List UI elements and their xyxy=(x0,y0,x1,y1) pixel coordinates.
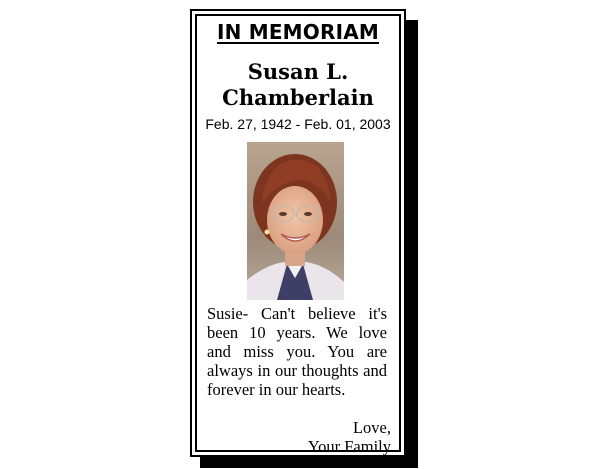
memoriam-heading xyxy=(192,20,404,44)
memorial-card xyxy=(190,9,406,457)
name-first-line: Susan L. xyxy=(247,59,349,84)
tribute-message: Susie- Can't believe it's been 10 years. We love and miss you. You are always in our thoughts and forever in our hearts. xyxy=(207,304,387,399)
closing-signature xyxy=(308,418,391,456)
life-dates: Feb. 27, 1942 - Feb. 01, 2003 xyxy=(205,116,391,132)
closing-family: Your Family xyxy=(307,437,391,456)
closing-love: Love, xyxy=(352,418,391,437)
portrait-image xyxy=(247,142,344,300)
name-last-line: Chamberlain xyxy=(222,85,374,110)
portrait-photo xyxy=(247,142,344,300)
deceased-name xyxy=(192,59,404,111)
memoriam-heading-text: IN MEMORIAM xyxy=(216,20,380,44)
